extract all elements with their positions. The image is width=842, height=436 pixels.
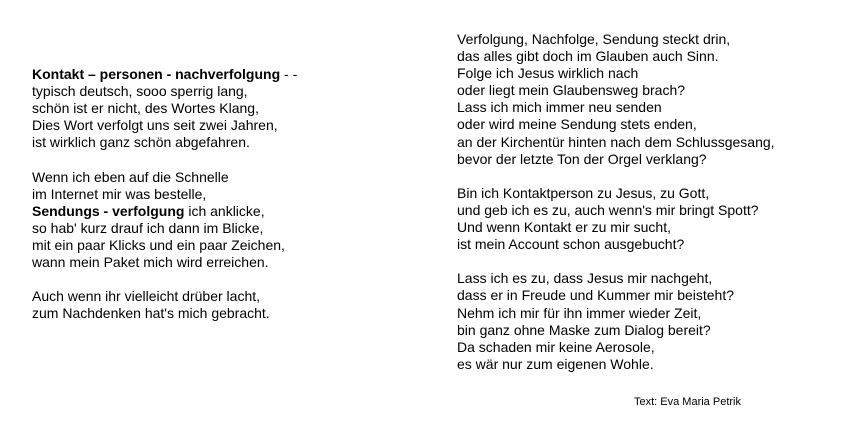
poem-line: Und wenn Kontakt er zu mir sucht, [457, 219, 671, 236]
poem-line: ist wirklich ganz schön abgefahren. [32, 134, 250, 151]
poem-line: es wär nur zum eigenen Wohle. [457, 355, 654, 372]
poem-line: zum Nachdenken hat's mich gebracht. [32, 305, 270, 322]
poem-line: im Internet mir was bestelle, [32, 185, 207, 202]
poem-line: schön ist er nicht, des Wortes Klang, [32, 100, 259, 117]
stanza-4 [457, 31, 827, 168]
poem-line: Da schaden mir keine Aerosole, [457, 338, 655, 355]
poem-line: Folge ich Jesus wirklich nach [457, 65, 639, 82]
poem-line: Wenn ich eben auf die Schnelle [32, 168, 229, 185]
stanza-5 [457, 185, 827, 253]
stanza-1 [32, 66, 432, 151]
poem-line: ist mein Account schon ausgebucht? [457, 236, 685, 253]
poem-line: bin ganz ohne Maske zum Dialog bereit? [457, 321, 711, 338]
poem-line: wann mein Paket mich wird erreichen. [32, 254, 269, 271]
poem-line [32, 203, 432, 220]
poem-line: Bin ich Kontaktperson zu Jesus, zu Gott, [457, 184, 710, 201]
stanza-6 [457, 270, 827, 373]
poem-line: typisch deutsch, sooo sperrig lang, [32, 83, 248, 100]
poem-line: Dies Wort verfolgt uns seit zwei Jahren, [32, 117, 278, 134]
stanza-2 [32, 169, 432, 272]
bold-term: Sendungs - verfolgung [32, 202, 185, 219]
stanza-gap [457, 253, 827, 270]
poem-left-column [32, 66, 432, 322]
poem-line: und geb ich es zu, auch wenn's mir bringt Spott? [457, 201, 759, 218]
poem-line: Auch wenn ihr vielleicht drüber lacht, [32, 288, 261, 305]
stanza-gap [32, 151, 432, 168]
poem-line: Lass ich mich immer neu senden [457, 99, 662, 116]
poem-line: oder liegt mein Glaubensweg brach? [457, 82, 686, 99]
bold-term: Kontakt – personen - nachverfolgung [32, 66, 281, 82]
stanza-gap [32, 271, 432, 288]
poem-line [32, 66, 432, 83]
poem-line: mit ein paar Klicks und ein paar Zeichen, [32, 236, 285, 253]
line-rest: ich anklicke, [184, 202, 265, 219]
author-credit: Text: Eva Maria Petrik [634, 396, 741, 408]
poem-right-column [457, 31, 827, 373]
poem-line: bevor der letzte Ton der Orgel verklang? [457, 150, 707, 167]
poem-line: oder wird meine Sendung stets enden, [457, 116, 697, 133]
poem-line: Verfolgung, Nachfolge, Sendung steckt drin, [457, 31, 731, 47]
line-rest: - - [280, 66, 298, 82]
poem-line: an der Kirchentür hinten nach dem Schlussgesang, [457, 133, 775, 150]
poem-line: das alles gibt doch im Glauben auch Sinn. [457, 48, 719, 65]
poem-line: Nehm ich mir für ihn immer wieder Zeit, [457, 304, 702, 321]
poem-line: dass er in Freude und Kummer mir beisteht? [457, 287, 735, 304]
stanza-3 [32, 288, 432, 322]
stanza-gap [457, 168, 827, 185]
poem-line: Lass ich es zu, dass Jesus mir nachgeht, [457, 270, 713, 287]
poem-line: so hab' kurz drauf ich dann im Blicke, [32, 219, 264, 236]
